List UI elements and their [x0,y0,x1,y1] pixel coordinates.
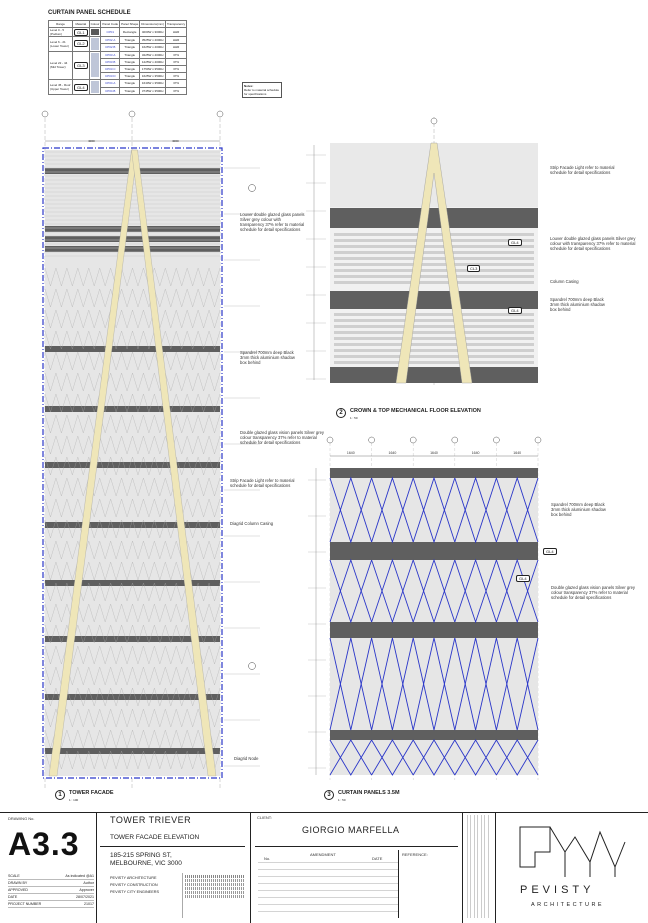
grid-bubble [452,437,458,443]
consultant-details-block [182,873,244,918]
schedule-cell: 1625W x 3500H [140,73,166,80]
panel-dimension-label: 1640 [346,451,355,455]
grid-bubble [129,111,135,117]
schedule-header-2: Colour [90,22,100,27]
schedule-cell: 37% [165,73,186,80]
schedule-cell: 37% [165,87,186,94]
title-block-fields [8,873,94,908]
schedule-cell: CP02.B [101,44,120,51]
schedule-header-5: Dimensions(mm) [141,22,164,27]
tb-divider-2 [250,812,251,923]
grid-bubble [217,111,223,117]
louver-blade [334,275,534,278]
no-label: No. [264,856,271,861]
schedule-colour [89,37,101,51]
consultant-name: PEVISTY ARCHITECTURE [110,876,157,880]
view-3-number: 3 [324,790,334,800]
title-field-label: APPROVED [8,888,28,892]
schedule-header-4: Panel Shape [121,22,139,27]
sheet-title: TOWER FACADE ELEVATION [110,834,200,841]
schedule-cell: CP03.D [101,73,120,80]
disclaimer-vertical-text [467,815,491,918]
view-2-number: 2 [336,408,346,418]
schedule-row [49,80,187,87]
schedule-cell: CP01 [101,28,120,37]
schedule-cell: CP04.A [101,80,120,87]
schedule-cell: HHR [165,44,186,51]
colour-swatch [91,38,99,50]
title-field-value: 28/07/2021 [76,895,94,899]
schedule-material [73,51,90,80]
schedule-table [48,20,187,95]
louver-blade [334,361,534,364]
crown-elevation-drawing [300,115,545,390]
tb-rule-title [100,846,245,847]
title-field-value: Author [83,881,94,885]
view-1-number: 1 [55,790,65,800]
grid-bubble [535,437,541,443]
reference-label: REFERENCE: [402,852,428,857]
view-3-title: CURTAIN PANELS 3.5M [338,790,400,796]
schedule-cell: 1625W x 4000H [140,44,166,51]
title-field-label: DATE [8,895,18,899]
panel-spandrel [330,622,538,638]
schedule-cell: Triangle [120,44,140,51]
view-3-scale: 1 : 50 [338,798,346,802]
schedule-cell: CP03.A [101,51,120,58]
crown-note-strip-light: Strip Facade Light refer to material schedule for detail specifications [550,165,615,175]
schedule-row [49,37,187,44]
grid-bubble [327,437,333,443]
schedule-cell: Triangle [120,80,140,87]
schedule-material [73,28,90,37]
schedule-cell: CP03.C [101,65,120,72]
schedule-range: Level 6 - 21 (Lower Tower) [49,37,73,51]
address-line-2: MELBOURNE, VIC 3000 [110,860,182,867]
colour-swatch [91,53,99,77]
title-field-row [8,880,94,887]
louver-blade [334,269,534,272]
schedule-range: Level 45 - Roof (Upper Tower) [49,80,73,94]
louver-blade [334,343,534,346]
tb-rule-reference [398,850,399,918]
schedule-material [73,37,90,51]
crown-dark-band-2 [330,291,538,309]
colour-swatch [91,81,99,93]
title-field-value: 21017 [84,902,94,906]
crown-note-column: Column Casing [550,279,579,284]
schedule-cell: CP04.B [101,87,120,94]
schedule-cell: 3745W x 3500H [140,87,166,94]
panel-dimension-label: 1640 [430,451,438,455]
schedule-cell: Triangle [120,73,140,80]
title-field-label: SCALE [8,874,20,878]
consultant-name: PEVISTY CONSTRUCTION [110,883,158,887]
schedule-header-3: Panel Code [102,22,119,27]
panels-note-vision: Double glazed glass vision panels Silver grey colour transparency 37% refer to material schedule for detail specifications [551,585,636,600]
tag-gl4-c: GL4 [543,548,557,555]
view-2-title: CROWN & TOP MECHANICAL FLOOR ELEVATION [350,408,481,414]
schedule-cell: Triangle [120,65,140,72]
spandrel-band [45,522,220,528]
schedule-title: CURTAIN PANEL SCHEDULE [48,10,131,16]
spandrel-band [45,694,220,700]
schedule-material-tag: GL3 [74,62,88,69]
spandrel-band [45,226,220,232]
louver-blade [334,337,534,340]
tower-note-node: Diagrid Node [234,756,259,761]
schedule-header-0: Range [49,21,73,28]
tag-gl4: GL4 [508,239,522,246]
consultant-name: PEVISTY CITY ENGINEERS [110,890,160,894]
title-field-value: Approver [79,888,94,892]
schedule-colour [89,28,101,37]
spandrel-band [45,346,220,352]
spandrel-band [45,462,220,468]
title-field-label: DRAWN BY [8,881,28,885]
tower-dim-left: 4000 [88,139,95,143]
colour-swatch [91,29,99,35]
drawing-number: A3.3 [8,826,80,862]
address-line-1: 185-215 SPRING ST, [110,852,172,859]
schedule-cell: Triangle [120,58,140,65]
firm-name: PEVISTY [520,884,595,896]
spandrel-band [45,406,220,412]
tower-dim-right: 4000 [172,139,179,143]
schedule-material-tag: GL4 [74,84,88,91]
date-label: DATE [372,856,383,861]
louver-blade [334,319,534,322]
schedule-cell: 1640W x 3500H [140,80,166,87]
panel-dimension-label: 1640 [471,451,480,455]
pevisty-logo-mark [515,822,630,882]
crown-dark-band-3 [330,367,538,383]
spandrel-band [45,236,220,242]
louver-blade [334,239,534,242]
schedule-material [73,80,90,94]
louver-blade [334,257,534,260]
panel-spandrel [330,542,538,560]
panel-dimension-label: 1640 [388,451,397,455]
panels-note-spandrel: Spandrel 700mm deep Black 3mm thick aluminium shadow box behind [551,502,606,517]
tag-cl3: CL3 [467,265,480,272]
schedule-header-1: Material [73,21,90,28]
curtain-panels-drawing [300,430,555,785]
schedule-cell: Rectangle [120,28,140,37]
schedule-colour [89,80,101,94]
tb-rule-client [255,846,458,847]
schedule-notes [242,82,282,98]
louver-blade [334,281,534,284]
schedule-cell: 3225W x 4000H [140,51,166,58]
louver-blade [334,313,534,316]
louver-blade [334,349,534,352]
schedule-cell: 37% [165,58,186,65]
tower-note-vision: Double glazed glass vision panels Silver grey colour transparency 37% refer to material schedule for detail specifications [240,430,325,445]
amendment-table [258,862,398,917]
tower-note-louver: Louver double glazed glass panels Silver grey colour with transparency 37% refer to material schedule for detail specifications [240,212,305,232]
tb-divider-4 [495,812,496,923]
schedule-cell: Triangle [120,87,140,94]
view-2-scale: 1 : 50 [350,416,358,420]
schedule-header-6: Transparency [166,22,186,27]
louver-blade [334,263,534,266]
notes-title: Notes: [244,84,254,88]
title-block-top-rule [0,812,648,813]
schedule-cell: Triangle [120,37,140,44]
tower-note-spandrel: Spandrel 700mm deep Black 3mm thick aluminium shadow box behind [240,350,295,365]
notes-text: Refer to material schedule for specifications [244,88,280,96]
schedule-cell: 37% [165,65,186,72]
client-name: GIORGIO MARFELLA [302,825,400,835]
schedule-cell: 1750W x 3500H [140,65,166,72]
panel-dimension-label: 1640 [513,451,522,455]
schedule-cell: 1225W x 4000H [140,58,166,65]
amendment-label: AMENDMENT [310,852,336,857]
louver-blade [334,233,534,236]
schedule-cell: HHR [165,28,186,37]
firm-subtitle: ARCHITECTURE [531,902,605,908]
title-field-row [8,887,94,894]
tb-divider-3 [462,812,463,923]
schedule-range: Level 22 - 44 (Mid Tower) [49,51,73,80]
title-field-label: PROJECT NUMBER [8,902,42,906]
schedule-cell: HHR [165,37,186,44]
project-name: TOWER TRIEVER [110,815,192,825]
view-1-title: TOWER FACADE [69,790,114,796]
schedule-cell: 4000W x 3000H [140,28,166,37]
view-1-scale: 1 : 100 [69,798,79,802]
drawing-no-label: DRAWING No. [8,816,35,821]
detail-callout [249,663,256,670]
detail-callout [249,185,256,192]
louver-blade [334,245,534,248]
schedule-cell: CP02.A [101,37,120,44]
crown-dark-band-1 [330,208,538,228]
schedule-cell: 37% [165,51,186,58]
schedule-material-tag: GL1 [74,29,88,36]
crown-note-louver: Louver double glazed glass panels Silver grey colour with transparency 37% refer to material schedule for detail specifications [550,236,636,251]
panel-spandrel [330,730,538,740]
client-label: CLIENT: [257,815,272,820]
grid-bubble [431,118,437,124]
spandrel-band [45,246,220,252]
louver-blade [334,251,534,254]
schedule-cell: 37% [165,80,186,87]
title-field-row [8,901,94,908]
crown-note-spandrel: Spandrel 700mm deep Black 3mm thick aluminium shadow box behind [550,297,605,312]
louver-blade [334,355,534,358]
schedule-colour [89,51,101,80]
title-field-value: As indicated @A1 [65,874,94,878]
schedule-material-tag: GL2 [74,40,88,47]
title-field-row [8,873,94,880]
tb-divider-1 [96,812,97,923]
schedule-row [49,28,187,37]
panel-spandrel [330,468,538,478]
consultant-list [110,875,180,896]
grid-bubble [410,437,416,443]
tag-gl4-d: GL4 [516,575,530,582]
louver-blade [334,331,534,334]
grid-bubble [493,437,499,443]
louver-blade [334,325,534,328]
schedule-cell: Triangle [120,51,140,58]
tower-note-column: Diagrid Column Casing [230,521,274,526]
grid-bubble [369,437,375,443]
title-field-row [8,894,94,901]
grid-bubble [42,111,48,117]
tag-gl4-b: GL4 [508,307,522,314]
schedule-cell: 3525W x 4000H [140,37,166,44]
tower-note-strip-light: Strip Facade Light refer to material schedule for detail specifications [230,478,295,488]
schedule-row [49,51,187,58]
schedule-cell: CP03.B [101,58,120,65]
schedule-range: Level 0 - 5 (Podium) [49,28,73,37]
